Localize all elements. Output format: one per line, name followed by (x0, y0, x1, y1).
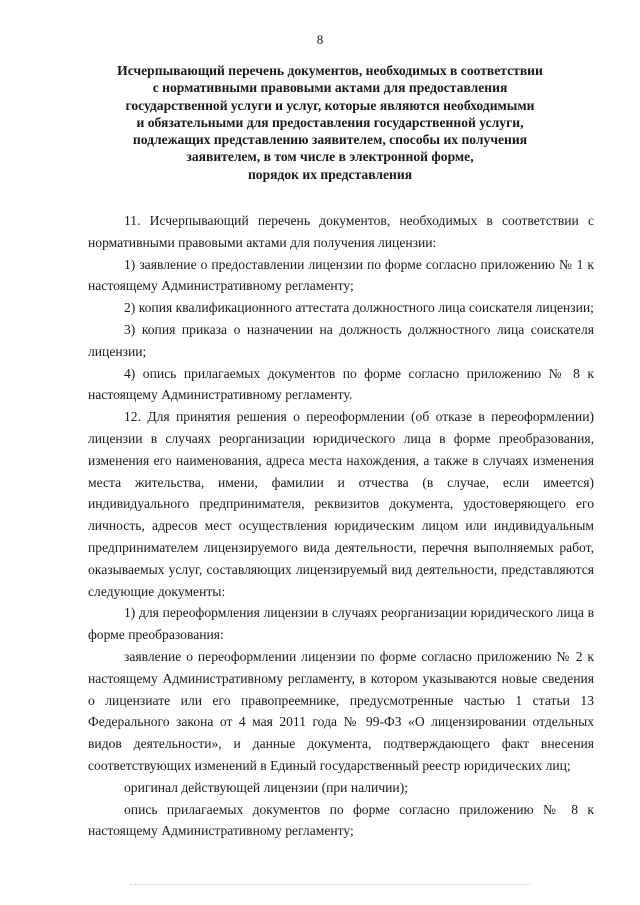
heading-line: заявителем, в том числе в электронной форме, (186, 149, 474, 165)
heading-line: с нормативными правовыми актами для предоставления (152, 80, 508, 96)
application-paragraph: заявление о переоформлении лицензии по форме согласно приложению № 2 к настоящему Административному регламенту, в котором указываются новые сведения о лицензиате или его правопреемнике, предусмотренные частью 1 статьи 13 Федерального закона от 4 мая 2011 года № 99-ФЗ «О лицензировании отдельных видов деятельности», и данные документа, подтверждающего факт внесения соответствующих изменений в Единый государственный реестр юридических лиц; (88, 648, 594, 773)
inventory-paragraph: опись прилагаемых документов по форме согласно приложению № 8 к настоящему Административному регламенту; (88, 801, 594, 839)
section-heading (80, 62, 580, 183)
subitem-1: 1) для переоформления лицензии в случаях реорганизации юридического лица в форме преобразования: (88, 605, 594, 643)
heading-line: и обязательными для предоставления государственной услуги, (136, 114, 524, 130)
paragraph-12: 12. Для принятия решения о переоформлении (об отказе в переоформлении) лицензии в случаях реорганизации юридического лица в форме преобразования, изменения его наименования, адреса места нахождения, а также в случаях изменения места жительства, имени, фамилии и отчества (в случае, если имеется) индивидуального предпринимателя, реквизитов документа, удостоверяющего его личность, адресов мест осуществления юридическим лицом или индивидуальным предпринимателем лицензируемого вида деятельности, перечня выполняемых работ, оказываемых услуг, составляющих лицензируемый вид деятельности, представляются следующие документы: (88, 409, 594, 599)
page-number: 8 (316, 32, 324, 47)
document-body (88, 210, 594, 842)
heading-line: подлежащих представлению заявителем, способы их получения (132, 132, 528, 148)
original-license-paragraph: оригинал действующей лицензии (при наличии); (124, 779, 409, 795)
scan-artifact-line (130, 884, 530, 887)
heading-line: государственной услуги и услуг, которые являются необходимыми (125, 97, 535, 113)
list-item-2: 2) копия квалификационного аттестата должностного лица соискателя лицензии; (124, 300, 594, 316)
heading-line: Исчерпывающий перечень документов, необходимых в соответствии (117, 63, 543, 78)
list-item-3: 3) копия приказа о назначении на должность должностного лица соискателя лицензии; (88, 321, 594, 359)
heading-line: порядок их представления (247, 166, 413, 182)
paragraph-11: 11. Исчерпывающий перечень документов, необходимых в соответствии с нормативными правовыми актами для получения лицензии: (88, 213, 594, 250)
list-item-1: 1) заявление о предоставлении лицензии по форме согласно приложению № 1 к настоящему Административному регламенту; (88, 256, 594, 294)
list-item-4: 4) опись прилагаемых документов по форме согласно приложению № 8 к настоящему Административному регламенту. (88, 365, 594, 403)
